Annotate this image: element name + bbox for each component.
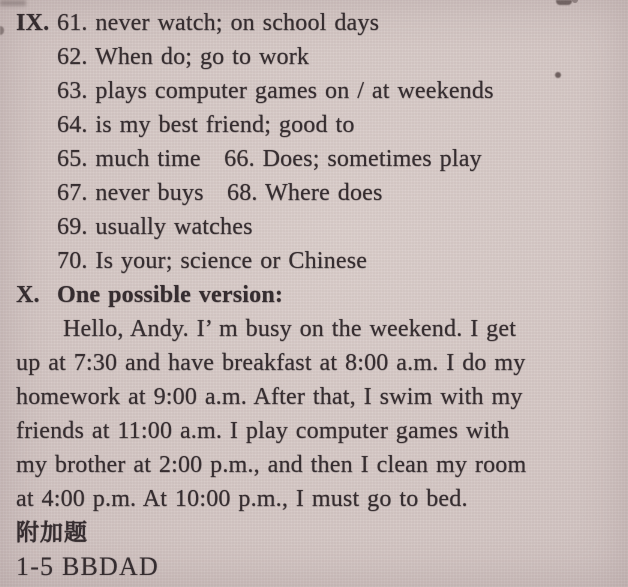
answer-item-62: 62. When do; go to work — [57, 44, 310, 70]
answer-item-63: 63. plays computer games on / at weekends — [57, 78, 494, 104]
answer-item-69: 69. usually watches — [57, 214, 253, 240]
section-x-marker: X. — [16, 282, 40, 308]
extra-section-answers: 1-5 BBDAD — [16, 552, 159, 581]
answer-item-67-68: 67. never buys 68. Where does — [57, 180, 383, 206]
essay-line: at 4:00 p.m. At 10:00 p.m., I must go to bed. — [16, 486, 468, 512]
answer-item-70: 70. Is your; science or Chinese — [57, 248, 368, 274]
section-x-heading-row — [16, 278, 622, 312]
section-x-heading: One possible version: — [57, 282, 284, 308]
section-ix-first-row — [16, 6, 622, 40]
section-ix-marker: IX. — [16, 10, 50, 36]
essay-line: up at 7:30 and have breakfast at 8:00 a.m. I do my — [16, 350, 526, 376]
essay-line: homework at 9:00 a.m. After that, I swim with my — [16, 384, 523, 410]
extra-section-title: 附加题 — [16, 520, 88, 546]
answer-item-61: 61. never watch; on school days — [57, 10, 380, 36]
essay-line: friends at 11:00 a.m. I play computer games with — [16, 418, 510, 444]
essay-line: my brother at 2:00 p.m., and then I clean my room — [16, 452, 527, 478]
answer-item-64: 64. is my best friend; good to — [57, 112, 355, 138]
essay-line: Hello, Andy. I’ m busy on the weekend. I get — [63, 316, 517, 342]
answer-item-65-66: 65. much time 66. Does; sometimes play — [57, 146, 482, 172]
